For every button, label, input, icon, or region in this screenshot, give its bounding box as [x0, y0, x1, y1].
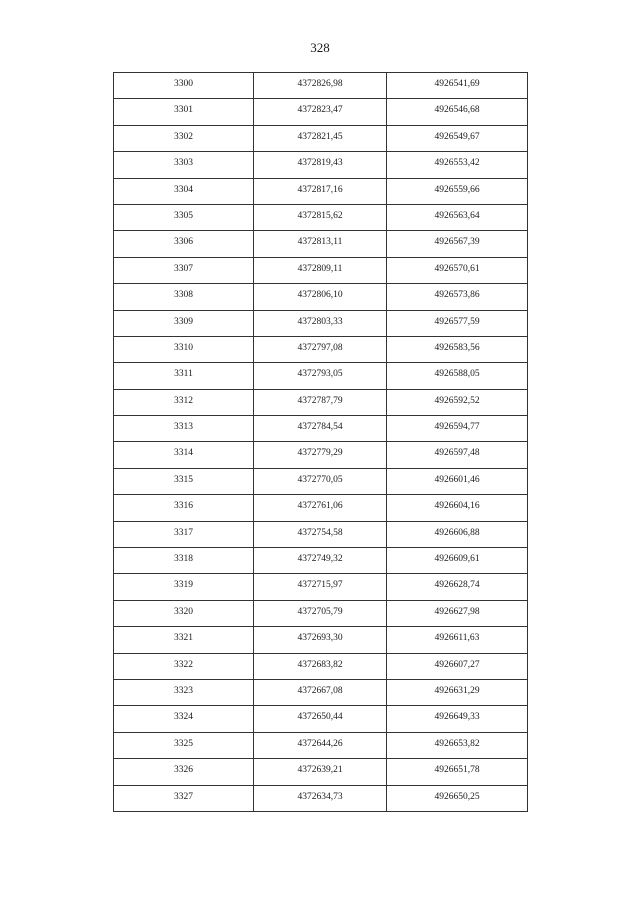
point-number-cell: 3316 [114, 495, 254, 521]
table-row [114, 468, 528, 494]
point-number-cell: 3325 [114, 732, 254, 758]
page-number: 328 [310, 40, 330, 55]
y-coordinate-cell: 4926607,27 [387, 653, 528, 679]
y-coordinate-cell: 4926546,68 [387, 99, 528, 125]
y-coordinate-cell: 4926573,86 [387, 284, 528, 310]
point-number-cell: 3306 [114, 231, 254, 257]
y-coordinate-cell: 4926631,29 [387, 679, 528, 705]
x-coordinate-cell: 4372817,16 [254, 178, 387, 204]
table-row [114, 257, 528, 283]
table-row [114, 548, 528, 574]
table-row [114, 310, 528, 336]
x-coordinate-cell: 4372821,45 [254, 125, 387, 151]
point-number-cell: 3304 [114, 178, 254, 204]
y-coordinate-cell: 4926570,61 [387, 257, 528, 283]
point-number-cell: 3315 [114, 468, 254, 494]
table-row [114, 600, 528, 626]
x-coordinate-cell: 4372819,43 [254, 152, 387, 178]
y-coordinate-cell: 4926628,74 [387, 574, 528, 600]
point-number-cell: 3312 [114, 389, 254, 415]
table-row [114, 495, 528, 521]
table-row [114, 284, 528, 310]
y-coordinate-cell: 4926649,33 [387, 706, 528, 732]
y-coordinate-cell: 4926563,64 [387, 204, 528, 230]
x-coordinate-cell: 4372770,05 [254, 468, 387, 494]
point-number-cell: 3318 [114, 548, 254, 574]
x-coordinate-cell: 4372639,21 [254, 759, 387, 785]
x-coordinate-cell: 4372823,47 [254, 99, 387, 125]
point-number-cell: 3301 [114, 99, 254, 125]
point-number-cell: 3310 [114, 336, 254, 362]
y-coordinate-cell: 4926604,16 [387, 495, 528, 521]
table-row [114, 363, 528, 389]
x-coordinate-cell: 4372650,44 [254, 706, 387, 732]
y-coordinate-cell: 4926594,77 [387, 416, 528, 442]
x-coordinate-cell: 4372826,98 [254, 73, 387, 99]
x-coordinate-cell: 4372806,10 [254, 284, 387, 310]
y-coordinate-cell: 4926541,69 [387, 73, 528, 99]
point-number-cell: 3322 [114, 653, 254, 679]
y-coordinate-cell: 4926650,25 [387, 785, 528, 811]
table-row [114, 785, 528, 811]
x-coordinate-cell: 4372644,26 [254, 732, 387, 758]
y-coordinate-cell: 4926577,59 [387, 310, 528, 336]
x-coordinate-cell: 4372813,11 [254, 231, 387, 257]
point-number-cell: 3308 [114, 284, 254, 310]
y-coordinate-cell: 4926549,67 [387, 125, 528, 151]
y-coordinate-cell: 4926653,82 [387, 732, 528, 758]
table-row [114, 759, 528, 785]
point-number-cell: 3319 [114, 574, 254, 600]
coordinates-table [113, 72, 528, 812]
x-coordinate-cell: 4372715,97 [254, 574, 387, 600]
table-row [114, 125, 528, 151]
table-row [114, 521, 528, 547]
point-number-cell: 3317 [114, 521, 254, 547]
x-coordinate-cell: 4372693,30 [254, 627, 387, 653]
x-coordinate-cell: 4372803,33 [254, 310, 387, 336]
point-number-cell: 3323 [114, 679, 254, 705]
y-coordinate-cell: 4926611,63 [387, 627, 528, 653]
table-row [114, 204, 528, 230]
y-coordinate-cell: 4926609,61 [387, 548, 528, 574]
point-number-cell: 3326 [114, 759, 254, 785]
point-number-cell: 3314 [114, 442, 254, 468]
x-coordinate-cell: 4372784,54 [254, 416, 387, 442]
table-row [114, 442, 528, 468]
table-row [114, 627, 528, 653]
point-number-cell: 3311 [114, 363, 254, 389]
table-row [114, 732, 528, 758]
y-coordinate-cell: 4926583,56 [387, 336, 528, 362]
table-row [114, 336, 528, 362]
table-row [114, 679, 528, 705]
y-coordinate-cell: 4926651,78 [387, 759, 528, 785]
x-coordinate-cell: 4372787,79 [254, 389, 387, 415]
x-coordinate-cell: 4372634,73 [254, 785, 387, 811]
x-coordinate-cell: 4372683,82 [254, 653, 387, 679]
y-coordinate-cell: 4926553,42 [387, 152, 528, 178]
point-number-cell: 3305 [114, 204, 254, 230]
point-number-cell: 3320 [114, 600, 254, 626]
coordinates-table-body [114, 73, 528, 812]
y-coordinate-cell: 4926559,66 [387, 178, 528, 204]
table-row [114, 706, 528, 732]
point-number-cell: 3313 [114, 416, 254, 442]
point-number-cell: 3309 [114, 310, 254, 336]
table-row [114, 574, 528, 600]
y-coordinate-cell: 4926588,05 [387, 363, 528, 389]
y-coordinate-cell: 4926627,98 [387, 600, 528, 626]
x-coordinate-cell: 4372749,32 [254, 548, 387, 574]
table-row [114, 389, 528, 415]
table-row [114, 178, 528, 204]
x-coordinate-cell: 4372754,58 [254, 521, 387, 547]
x-coordinate-cell: 4372793,05 [254, 363, 387, 389]
point-number-cell: 3307 [114, 257, 254, 283]
y-coordinate-cell: 4926601,46 [387, 468, 528, 494]
point-number-cell: 3303 [114, 152, 254, 178]
table-row [114, 231, 528, 257]
table-row [114, 416, 528, 442]
table-row [114, 99, 528, 125]
x-coordinate-cell: 4372705,79 [254, 600, 387, 626]
x-coordinate-cell: 4372779,29 [254, 442, 387, 468]
x-coordinate-cell: 4372761,06 [254, 495, 387, 521]
point-number-cell: 3327 [114, 785, 254, 811]
x-coordinate-cell: 4372667,08 [254, 679, 387, 705]
y-coordinate-cell: 4926592,52 [387, 389, 528, 415]
y-coordinate-cell: 4926597,48 [387, 442, 528, 468]
point-number-cell: 3300 [114, 73, 254, 99]
point-number-cell: 3302 [114, 125, 254, 151]
y-coordinate-cell: 4926606,88 [387, 521, 528, 547]
point-number-cell: 3324 [114, 706, 254, 732]
table-row [114, 73, 528, 99]
point-number-cell: 3321 [114, 627, 254, 653]
x-coordinate-cell: 4372809,11 [254, 257, 387, 283]
table-row [114, 152, 528, 178]
x-coordinate-cell: 4372815,62 [254, 204, 387, 230]
table-row [114, 653, 528, 679]
x-coordinate-cell: 4372797,08 [254, 336, 387, 362]
y-coordinate-cell: 4926567,39 [387, 231, 528, 257]
